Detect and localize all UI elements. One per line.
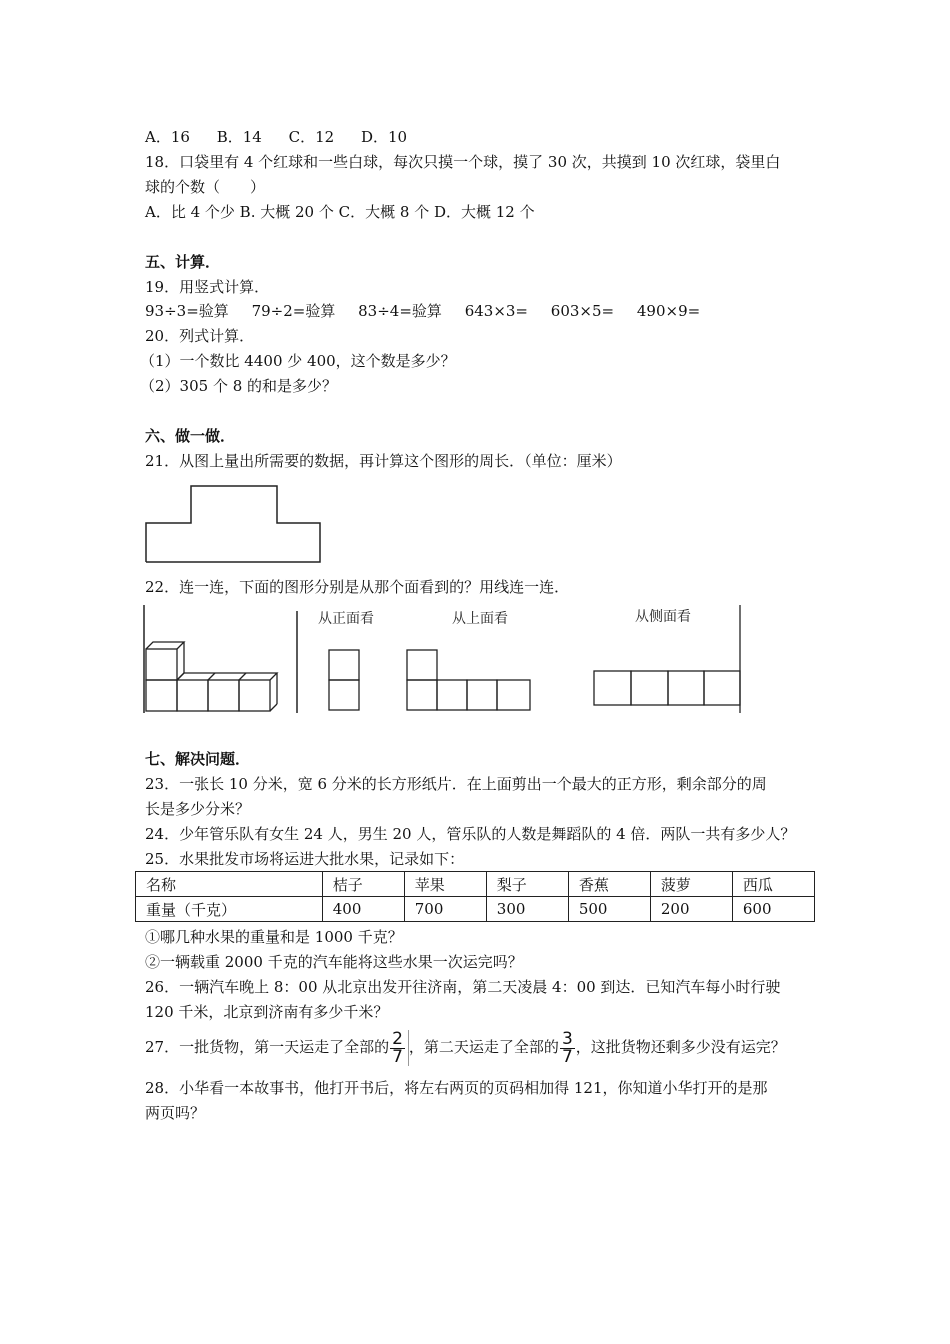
table-cell: 600 [732, 897, 814, 922]
q20-item-1: （1）一个数比 4400 少 400，这个数是多少？ [140, 352, 456, 370]
fraction-numerator: 3 [561, 1028, 573, 1049]
table-cell: 700 [404, 897, 486, 922]
q27-text [145, 1030, 786, 1066]
table-cell: 香蕉 [568, 872, 650, 897]
table-cell: 200 [650, 897, 732, 922]
q19-item: 83÷4=验算 [358, 302, 442, 320]
view-label-top: 从上面看 [452, 611, 508, 627]
table-row [136, 872, 815, 897]
q18-text-line1: 18．口袋里有 4 个红球和一些白球，每次只摸一个球，摸了 30 次，共摸到 10 次红球，袋里白 [145, 153, 781, 171]
q28-line1: 28．小华看一本故事书，他打开书后，将左右两页的页码相加得 121，你知道小华打开的是那 [145, 1079, 768, 1097]
q23-line2: 长是多少分米？ [145, 800, 251, 818]
q26-line1: 26．一辆汽车晚上 8：00 从北京出发开往济南，第二天凌晨 4：00 到达．已知汽车每小时行驶 [145, 978, 781, 996]
table-cell: 重量（千克） [136, 897, 323, 922]
q17-option-a: A．16 [145, 128, 190, 146]
table-cell: 梨子 [486, 872, 568, 897]
fruit-weight-table [135, 871, 815, 922]
q27-part2: ，第二天运走了全部的 [408, 1038, 559, 1056]
q21-shape-outline [146, 486, 320, 562]
table-cell: 西瓜 [732, 872, 814, 897]
q21-text: 21．从图上量出所需要的数据，再计算这个图形的周长．（单位：厘米） [145, 452, 622, 470]
table-row [136, 897, 815, 922]
q27-fraction-2 [560, 1028, 575, 1067]
q19-item: 490×9= [636, 302, 701, 320]
table-cell: 400 [322, 897, 404, 922]
q21-shape-figure [140, 480, 330, 570]
q19-item: 79÷2=验算 [251, 302, 336, 320]
q27-fraction-1 [389, 1030, 409, 1066]
q18-options: A．比 4 个少 B. 大概 20 个 C．大概 8 个 D．大概 12 个 [145, 203, 535, 221]
section6-title: 六、做一做． [145, 427, 236, 445]
view-c-shape [594, 671, 740, 705]
q17-option-b: B．14 [216, 128, 262, 146]
q19-item: 643×3= [464, 302, 528, 320]
q19-items [145, 301, 700, 321]
section5-title: 五、计算． [145, 253, 221, 271]
fraction-numerator: 2 [392, 1028, 403, 1049]
q27-part1: 27．一批货物，第一天运走了全部的 [145, 1038, 390, 1056]
q17-options [145, 127, 407, 147]
q27-part3: ，这批货物还剩多少没有运完？ [575, 1038, 786, 1056]
q17-option-c: C．12 [288, 128, 335, 146]
fraction-denominator: 7 [561, 1046, 573, 1067]
cube-structure [146, 642, 277, 711]
table-cell: 名称 [136, 872, 323, 897]
fraction-denominator: 7 [392, 1046, 403, 1067]
table-cell: 300 [486, 897, 568, 922]
q24-text: 24．少年管乐队有女生 24 人，男生 20 人，管乐队的人数是舞蹈队的 4 倍．两队一共有多少人？ [145, 825, 796, 843]
section7-title: 七、解决问题． [145, 750, 251, 768]
view-label-front: 从正面看 [318, 611, 374, 627]
q19-item: 603×5= [550, 302, 615, 320]
q25-text: 25．水果批发市场将运进大批水果，记录如下： [145, 850, 465, 868]
q18-text-line2: 球的个数（ ） [145, 178, 266, 196]
q25-sub-1: ①哪几种水果的重量和是 1000 千克？ [145, 928, 403, 946]
q20-item-2: （2）305 个 8 的和是多少？ [140, 377, 338, 395]
q22-text: 22．连一连，下面的图形分别是从那个面看到的？用线连一连． [145, 578, 570, 596]
q19-item: 93÷3=验算 [145, 302, 229, 320]
table-cell: 菠萝 [650, 872, 732, 897]
q23-line1: 23．一张长 10 分米，宽 6 分米的长方形纸片．在上面剪出一个最大的正方形，剩余部分的周 [145, 775, 767, 793]
view-label-side: 从侧面看 [635, 609, 691, 625]
q20-title: 20．列式计算． [145, 327, 255, 345]
view-a-shape [329, 650, 359, 710]
table-cell: 500 [568, 897, 650, 922]
q28-line2: 两页吗？ [145, 1104, 206, 1122]
table-cell: 苹果 [404, 872, 486, 897]
view-b-shape [407, 650, 530, 710]
q26-line2: 120 千米，北京到济南有多少千米？ [145, 1003, 389, 1021]
q25-sub-2: ②一辆载重 2000 千克的汽车能将这些水果一次运完吗？ [145, 953, 523, 971]
q17-option-d: D．10 [360, 128, 408, 146]
q22-views-figure [140, 603, 750, 718]
q19-title: 19．用竖式计算． [145, 278, 270, 296]
table-cell: 桔子 [322, 872, 404, 897]
